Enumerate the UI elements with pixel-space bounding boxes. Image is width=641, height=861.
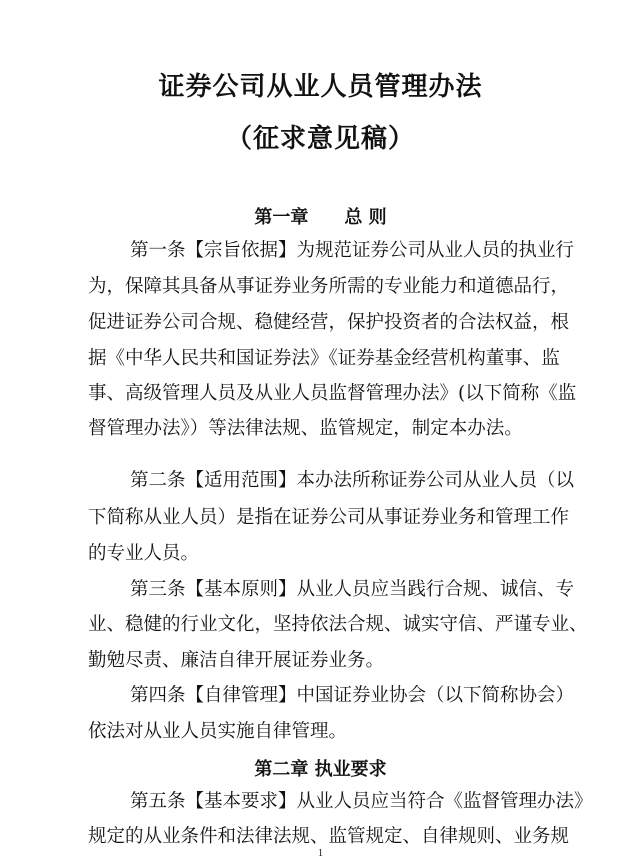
- article-line: 第四条【自律管理】中国证券业协会（以下简称协会）: [130, 685, 575, 706]
- chapter-heading: 第二章 执业要求: [254, 759, 387, 780]
- article-line: 为，保障其具备从事证券业务所需的专业能力和道德品行，: [88, 276, 570, 297]
- document-title: 证券公司从业人员管理办法: [158, 72, 483, 102]
- article-line: 第二条【适用范围】本办法所称证券公司从业人员（以: [130, 470, 575, 491]
- article-line: 事、高级管理人员及从业人员监督管理办法》(以下简称《监: [88, 383, 577, 404]
- article-line: 业、稳健的行业文化，坚持依法合规、诚实守信、严谨专业、: [88, 614, 588, 635]
- article-line: 据《中华人民共和国证券法》《证券基金经营机构董事、监: [88, 348, 560, 369]
- page-number: 1: [318, 848, 323, 859]
- article-line: 第五条【基本要求】从业人员应当符合《监督管理办法》: [130, 791, 593, 812]
- article-line: 的专业人员。: [88, 543, 200, 564]
- chapter-heading: 第一章 总 则: [254, 207, 387, 228]
- article-line: 督管理办法》）等法律法规、监管规定，制定本办法。: [88, 418, 523, 439]
- article-line: 规定的从业条件和法律法规、监管规定、自律规则、业务规: [88, 826, 570, 847]
- document-subtitle: （征求意见稿）: [225, 124, 415, 154]
- article-line: 勤勉尽责、廉洁自律开展证券业务。: [88, 650, 385, 671]
- article-line: 第一条【宗旨依据】为规范证券公司从业人员的执业行: [130, 240, 575, 261]
- article-line: 促进证券公司合规、稳健经营，保护投资者的合法权益，根: [88, 312, 570, 333]
- article-line: 第三条【基本原则】从业人员应当践行合规、诚信、专: [130, 579, 575, 600]
- article-line: 下简称从业人员）是指在证券公司从事证券业务和管理工作: [88, 507, 570, 528]
- article-line: 依法对从业人员实施自律管理。: [88, 721, 348, 742]
